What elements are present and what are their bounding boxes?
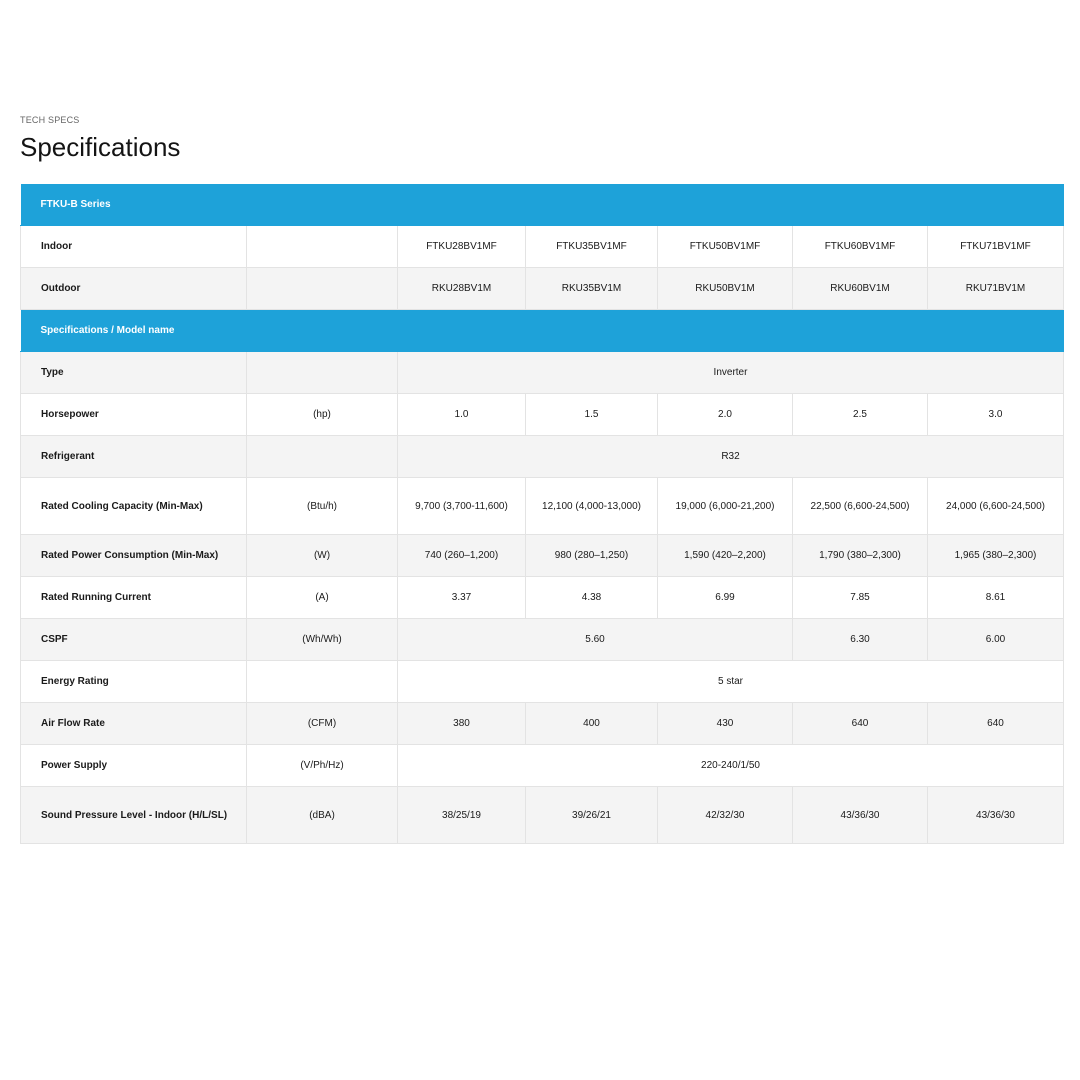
value-cell: 7.85 [793,577,928,619]
row-label-refrigerant: Refrigerant [21,436,247,478]
outdoor-model-cell: RKU60BV1M [793,268,928,310]
outdoor-model-cell: RKU35BV1M [526,268,658,310]
spec-table [20,184,1064,844]
unit-cell: (dBA) [247,787,398,844]
row-label-horsepower: Horsepower [21,394,247,436]
indoor-model-cell: FTKU60BV1MF [793,226,928,268]
row-label-current: Rated Running Current [21,577,247,619]
indoor-model-cell: FTKU35BV1MF [526,226,658,268]
unit-cell: (A) [247,577,398,619]
table-row [21,478,1064,535]
table-row [21,745,1064,787]
indoor-model-cell: FTKU28BV1MF [398,226,526,268]
value-cell: 740 (260–1,200) [398,535,526,577]
table-row [21,436,1064,478]
value-cell: 1,590 (420–2,200) [658,535,793,577]
unit-cell [247,436,398,478]
series-band: FTKU-B Series [21,184,1064,226]
value-cell: 22,500 (6,600-24,500) [793,478,928,535]
row-label-cspf: CSPF [21,619,247,661]
value-cell: 640 [793,703,928,745]
value-cell: 6.00 [928,619,1064,661]
value-cell: 43/36/30 [793,787,928,844]
value-cell: 6.30 [793,619,928,661]
value-cell: 3.37 [398,577,526,619]
table-row [21,352,1064,394]
spec-band-row [21,310,1064,352]
value-cell: 1.5 [526,394,658,436]
page-title: Specifications [20,132,181,162]
table-row [21,226,1064,268]
value-cell: 430 [658,703,793,745]
value-cell: 12,100 (4,000-13,000) [526,478,658,535]
table-row [21,661,1064,703]
value-cell: 2.5 [793,394,928,436]
unit-cell: (hp) [247,394,398,436]
value-cell: 380 [398,703,526,745]
table-row [21,268,1064,310]
row-label-supply: Power Supply [21,745,247,787]
row-label-airflow: Air Flow Rate [21,703,247,745]
section-eyebrow: TECH SPECS [20,115,80,125]
value-cell: 3.0 [928,394,1064,436]
table-row [21,619,1064,661]
unit-cell: (V/Ph/Hz) [247,745,398,787]
indoor-model-cell: FTKU50BV1MF [658,226,793,268]
value-cell: 1,965 (380–2,300) [928,535,1064,577]
value-cell: 6.99 [658,577,793,619]
type-value: Inverter [398,352,1064,394]
table-row [21,394,1064,436]
series-band-row [21,184,1064,226]
row-label-indoor: Indoor [21,226,247,268]
value-cell: 42/32/30 [658,787,793,844]
value-cell: 1,790 (380–2,300) [793,535,928,577]
table-row [21,703,1064,745]
value-cell: 640 [928,703,1064,745]
unit-cell [247,352,398,394]
value-cell: 9,700 (3,700-11,600) [398,478,526,535]
unit-cell: (CFM) [247,703,398,745]
unit-cell [247,226,398,268]
refrigerant-value: R32 [398,436,1064,478]
supply-value: 220-240/1/50 [398,745,1064,787]
row-label-power: Rated Power Consumption (Min-Max) [21,535,247,577]
outdoor-model-cell: RKU71BV1M [928,268,1064,310]
row-label-outdoor: Outdoor [21,268,247,310]
spec-band: Specifications / Model name [21,310,1064,352]
outdoor-model-cell: RKU28BV1M [398,268,526,310]
outdoor-model-cell: RKU50BV1M [658,268,793,310]
cspf-merged-value: 5.60 [398,619,793,661]
row-label-energy: Energy Rating [21,661,247,703]
unit-cell: (W) [247,535,398,577]
value-cell: 8.61 [928,577,1064,619]
row-label-sound: Sound Pressure Level - Indoor (H/L/SL) [21,787,247,844]
unit-cell: (Wh/Wh) [247,619,398,661]
row-label-type: Type [21,352,247,394]
table-row [21,535,1064,577]
value-cell: 2.0 [658,394,793,436]
indoor-model-cell: FTKU71BV1MF [928,226,1064,268]
table-row [21,787,1064,844]
row-label-cooling: Rated Cooling Capacity (Min-Max) [21,478,247,535]
value-cell: 4.38 [526,577,658,619]
unit-cell [247,661,398,703]
value-cell: 19,000 (6,000-21,200) [658,478,793,535]
value-cell: 24,000 (6,600-24,500) [928,478,1064,535]
value-cell: 980 (280–1,250) [526,535,658,577]
value-cell: 400 [526,703,658,745]
value-cell: 43/36/30 [928,787,1064,844]
unit-cell: (Btu/h) [247,478,398,535]
value-cell: 39/26/21 [526,787,658,844]
table-row [21,577,1064,619]
energy-value: 5 star [398,661,1064,703]
unit-cell [247,268,398,310]
value-cell: 1.0 [398,394,526,436]
value-cell: 38/25/19 [398,787,526,844]
